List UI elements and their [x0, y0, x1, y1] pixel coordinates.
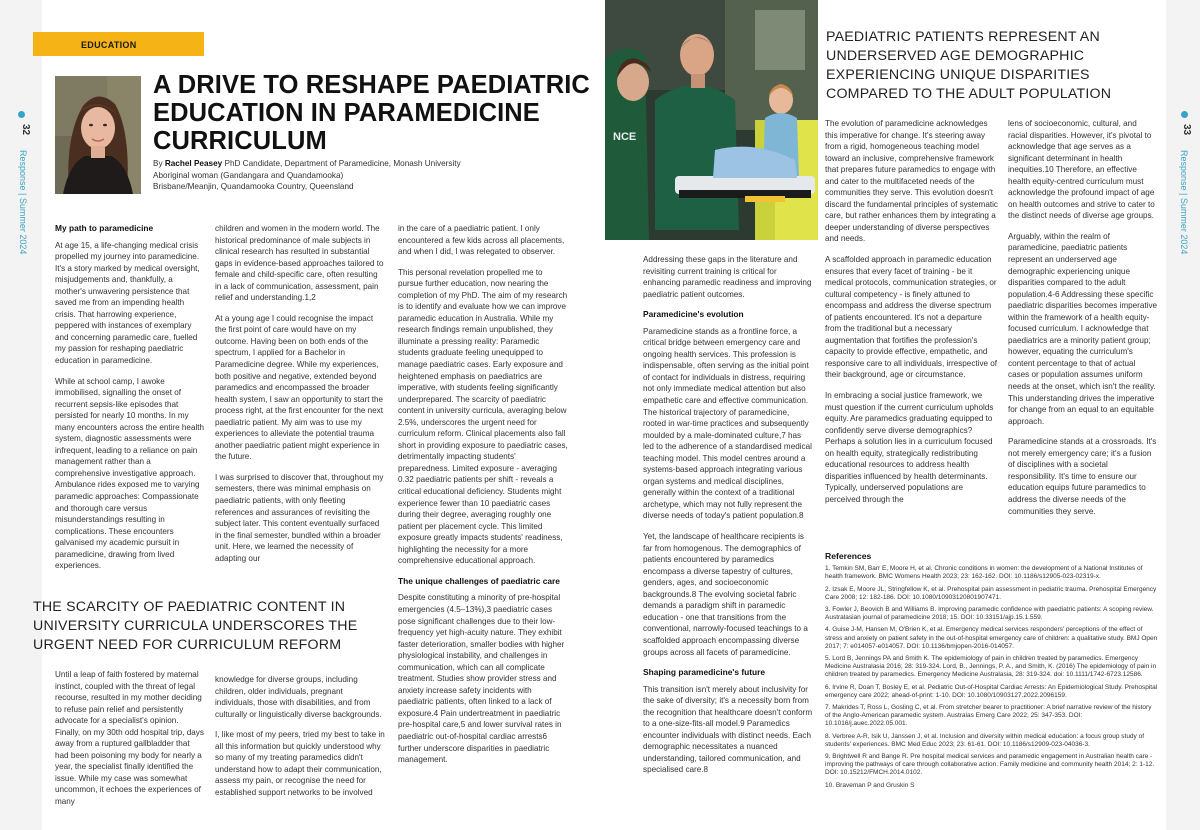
- reference-item: 1. Temkin SM, Barr E, Moore H, et al. Chronic conditions in women: the development of a National Institutes of health framework. BMC Womens Health 2023; 23: 162-162. DOI: 10.1186/s12905-023-02319-x.: [825, 565, 1143, 581]
- heading-my-path: My path to paramedicine: [55, 223, 154, 233]
- ambulance-photo: [605, 0, 818, 240]
- right-page-number: 33: [1181, 124, 1192, 136]
- page-marker-dot: [1181, 111, 1188, 118]
- paragraph: In embracing a social justice framework, we must question if the current curriculum upholds equity. Are paramedics graduating equipped to confidently serve diverse demographics? Perhaps a solution lies in a curriculum focused on health equity, strategically redistributing educational resources to address health disparities influenced by health determinants. Typically, underserved populations are perceived through the: [825, 391, 994, 504]
- section-badge: EDUCATION: [33, 32, 204, 56]
- paragraph: At a young age I could recognise the impact the first point of care would have on my outcome. Having been on both ends of the spectrum, I applied for a Bachelor in Paramedicine degree. While my experiences, both positive and negative, extended beyond paramedics and encompassed the broader health system, I saw an opportunity to start the process right, at the first encounter for the next paediatric patient. My aim was to use my experiences to alleviate the potential trauma another paediatric patient might experience in the future.: [215, 313, 384, 462]
- right-column-1: [643, 254, 813, 785]
- reference-item: 2. Izsak E, Moore JL, Stringfellow K, et al. Prehospital pain assessment in pediatric trauma. Prehospital Emergency Care 2008; 12: 182-186. DOI: 10.1080/10903120801907471.: [825, 585, 1157, 601]
- reference-item: 4. Guise J-M, Hansen M, O'Brien K, et al. Emergency medical services responders' perceptions of the effect of stress and anxiety on patient safety in the out-of-hospital emergency care of children: a qualitative study. BMJ Open 2017; 7: e014057-e014057. DOI: 10.1136/bmjopen-2016-014057.: [825, 626, 1158, 650]
- heading-evolution: Paramedicine's evolution: [643, 309, 744, 320]
- right-running-head: Response | Summer 2024: [1179, 150, 1189, 255]
- reference-item: 6. Irvine R, Doan T, Bosley E, et al. Pediatric Out-of-Hospital Cardiac Arrests: An Epidemiological Study. Prehospital emergency care 2022; ahead-of-print: 1-10. DOI: 10.1080/10903127.2022.2096159.: [825, 683, 1158, 699]
- paragraph: in the care of a paediatric patient. I only encountered a few kids across all placements, and when I did, I was relegated to observer.: [398, 224, 565, 257]
- paragraph: A scaffolded approach in paramedic education ensures that every facet of training - be it medical protocols, communication strategies, or cultural competency - is finely attuned to encompass and address the diverse spectrum of patients encountered. It's not a departure from the traditional but a necessary augmentation that fortifies the profession's capacity to provide effective, empathetic, and responsive care to all individuals, irrespective of their background, age or circumstance.: [825, 255, 998, 380]
- reference-item: 5. Lord B, Jennings PA and Smith K. The epidemiology of pain in children treated by paramedics. Emergency Medicine Australasia 2016; 28: 319-324. Lord, B., Jennings, P. A., and Smith, K. (2016) The epidemiology of pain in children treated by paramedics. Emergency Medicine Australasia, 28: 319-324. doi: 10.1111/1742-6723.12586.: [825, 655, 1157, 679]
- paragraph: Paramedicine stands at a crossroads. It's not merely emergency care; it's a fusion of disciplines with a societal responsibility. It's time to ensure our education equips future paramedics to address the diverse needs of the communities they serve.: [1008, 437, 1157, 516]
- left-running-head: Response | Summer 2024: [18, 150, 28, 255]
- paragraph: I, like most of my peers, tried my best to take in all this information but quickly understood why so many of my treating paramedics didn't understand how to adapt their communication, assess my pain, or recognise the need for established support networks to be involved: [215, 730, 385, 797]
- paragraph: Paramedicine stands as a frontline force, a critical bridge between emergency care and ongoing health services. This profession is indispensable, often serving as the initial point of contact for individuals in distress, requiring not only immediate medical attention but also empathetic care and effective communication. The historical trajectory of paramedicine, rooted in war-time practices and subsequently moulded by a male-dominated culture,7 has led to the adherence of a standardised medical teaching model. This model centres around a systems-based approach integrating various organ systems and medical disciplines, generally within the context of a traditional archetype, which may not fully represent the diverse needs of today's patient population.8: [643, 326, 812, 521]
- paragraph: This transition isn't merely about inclusivity for the sake of diversity; it's a necessity born from the recognition that healthcare doesn't conform to a one-size-fits-all model.9 Paramedics encounter individuals with distinct needs. Each demographic necessitates a nuanced understanding, tailored communication, and specialised care.8: [643, 684, 813, 775]
- author-identity: Aboriginal woman (Gandangara and Quandamooka): [153, 170, 344, 180]
- author-role: PhD Candidate, Department of Paramedicine, Monash University: [224, 159, 461, 168]
- page-marker-dot: [18, 111, 25, 118]
- reference-item: 7. Makrides T, Ross L, Gosling C, et al. From stretcher bearer to practitioner: A brief narrative review of the history of the Anglo-American paramedic system. Australas Emerg Care 2022; 25: 347-353. DOI: 10.1016/j.auec.2022.05.001.: [825, 704, 1152, 728]
- paragraph: While at school camp, I awoke immobilised, signalling the onset of recurrent sepsis-like episodes that persisted for nearly 10 months. In my many encounters across the entire health system, diagnostic assessments were infrequent, leading to a reliance on pain management rather than a comprehensive investigative approach. Ambulance rides exposed me to varying paramedic approaches: Compassionate and thorough care versus misunderstandings resulting in complications. These encounters galvanised my academic pursuit in paramedicine, drawing from lived experiences.: [55, 376, 205, 571]
- paragraph: I was surprised to discover that, throughout my semesters, there was minimal emphasis on paediatric patients, with only fleeting references and assurances of revisiting the subject later. This content eventually surfaced in the final semester, bundled within a broader unit. Here, we learned the necessity of adapting our: [215, 472, 384, 563]
- heading-shaping-future: Shaping paramedicine's future: [643, 667, 766, 678]
- article-title: A DRIVE TO RESHAPE PAEDIATRIC EDUCATION IN PARAMEDICINE CURRICULUM: [153, 71, 590, 155]
- author-location: Brisbane/Meanjin, Quandamooka Country, Queensland: [153, 182, 354, 191]
- paragraph: Yet, the landscape of healthcare recipients is far from homogenous. The demographics of patients encountered by paramedics encompass a diverse tapestry of cultures, genders, ages, and socioeconomic backgrounds.8 The evolving societal fabric demands a paradigm shift in paramedic education - one that transitions from the conventional, narrowly-focused teachings to a scaffolded approach encompassing diverse groups across all facets of paramedicine.: [643, 532, 808, 657]
- reference-item: 10. Braveman P and Gruskin S: [825, 781, 915, 789]
- paragraph: The evolution of paramedicine acknowledges this imperative for change. It's steering away from a rigid, homogeneous teaching model toward an inclusive, comprehensive framework that prepares future paramedics to engage with and cater to the multifaceted needs of the communities they serve. This evolution doesn't discard the fundamental principles of systematic care, but rather enhances them by integrating a deeper understanding of diverse perspectives and needs.: [825, 119, 998, 244]
- left-column-1: [55, 223, 205, 581]
- left-column-3: [398, 223, 568, 775]
- references-list: [825, 565, 1158, 790]
- paragraph: lens of socioeconomic, cultural, and racial disparities. However, it's pivotal to acknowledge that age serves as a significant determinant in health inequities.10 Therefore, an effective health equity-centred curriculum must acknowledge the profound impact of age on health outcomes and strive to cater to the distinct needs of diverse age groups.: [1008, 119, 1155, 221]
- byline: [153, 158, 573, 193]
- paragraph: This personal revelation propelled me to pursue further education, now nearing the completion of my PhD. The aim of my research is to identify and evaluate how we can improve paramedic education in Australia. While my research findings remain unpublished, they illuminate a pressing reality: Paramedic students graduate feeling unequipped to manage paediatric cases. Early exposure and heightened emphasis on paediatrics are imperative, with students feeling significantly underprepared. The scarcity of paediatric content in university curricula, averaging below 2.5%, underscores the urgent need for curriculum reform. Clinical placements also fall short in providing exposure to paediatric cases, detrimentally impacting students' preparedness. Limited exposure - averaging 0.32 paediatric patients per shift - reveals a critical educational deficiency. Students might experience fewer than 10 paediatric cases during their degree, averaging roughly one patient per placement cycle. This limited exposure greatly impacts students' readiness, highlighting the necessity for a more comprehensive educational approach.: [398, 267, 568, 566]
- references: [825, 552, 1158, 794]
- right-column-3: [1008, 118, 1158, 526]
- pull-quote: THE SCARCITY OF PAEDIATRIC CONTENT IN UNIVERSITY CURRICULA UNDERSCORES THE URGENT NEED FOR CURRICULUM REFORM: [33, 599, 358, 653]
- paragraph: Addressing these gaps in the literature and revisiting current training is critical for enhancing paramedic readiness and improving paediatric patient outcomes.: [643, 255, 812, 299]
- paragraph: At age 15, a life-changing medical crisis propelled my journey into paramedicine. It's a story marked by medical oversight, misjudgements and, thankfully, a mother's unwavering persistence that saved me from an impending health crisis. That harrowing experience, peppered with instances of exemplary and concerning paramedic care, fuelled my passion for reshaping paediatric education in paramedicine.: [55, 240, 200, 366]
- svg-text:NCE: NCE: [613, 131, 637, 143]
- left-bottom-column-1: [55, 669, 205, 817]
- reference-item: 9. Brightwell R and Bange R. Pre hospital medical services and paramedic engagement in Australian health care - improving the pathways of care through collaborative action. Family medicine and community health 2014; 2: 1-12. DOI: 10.15212/FMCH.2014.0102.: [825, 753, 1155, 777]
- left-bottom-column-2: [215, 674, 385, 807]
- paragraph: Arguably, within the realm of paramedicine, paediatric patients represent an underserved age demographic experiencing unique disparities compared to the adult population.4-6 Addressing these specific paediatric disparities becomes imperative within the framework of a health equity-focused curriculum. I acknowledge that paediatrics are a minority patient group; however, equating the curriculum's content percentage to that of actual cases or population assumes uniform needs at the onset, which isn't the reality. This understanding drives the imperative for change from an equal to an equitable approach.: [1008, 231, 1158, 426]
- heading-unique-challenges: The unique challenges of paediatric care: [398, 575, 560, 586]
- left-column-2: [215, 223, 385, 573]
- author-photo: [55, 76, 141, 194]
- paragraph: Until a leap of faith fostered by maternal instinct, coupled with the threat of legal recourse, resulted in my mother deciding to refuse pain relief and persistently advocate for a specialist's opinion. Finally, on my 30th odd hospital trip, days away from a ruptured gallbladder that had been poisoning my body for nearly a year, the specialist finally identified the issue. While my case was somewhat uncommon, it echoes the experiences of many: [55, 670, 204, 807]
- left-page-number: 32: [20, 124, 31, 136]
- reference-item: 3. Fowler J, Beovich B and Williams B. Improving paramedic confidence with paediatric patients: A scoping review. Australasian journal of paramedicine 2018; 15. DOI: 10.33151/ajp.15.1.559.: [825, 606, 1154, 622]
- right-column-2: [825, 118, 998, 515]
- author-name: Rachel Peasey: [164, 159, 223, 168]
- paragraph: children and women in the modern world. The historical predominance of male subjects in clinical research has resulted in substantial gaps in evidence-based approaches tailored to female and child-specific care, often resulting in a lack of communication, assessment, pain relief and understanding.1,2: [215, 224, 384, 303]
- references-heading: References: [825, 551, 872, 561]
- right-headline: PAEDIATRIC PATIENTS REPRESENT AN UNDERSERVED AGE DEMOGRAPHIC EXPERIENCING UNIQUE DISPARITIES COMPARED TO THE ADULT POPULATION: [826, 29, 1112, 102]
- paragraph: knowledge for diverse groups, including children, older individuals, pregnant individuals, those with disabilities, and from culturally or linguistically diverse backgrounds.: [215, 675, 382, 719]
- reference-item: 8. Verbree A-R, Isik U, Janssen J, et al. Inclusion and diversity within medical education: a focus group study of students' experiences. BMC Med Educ 2023; 23: 61-61. DOI: 10.1186/s12909-023-04036-3.: [825, 732, 1145, 748]
- byline-by: By: [153, 159, 163, 168]
- paragraph: Despite constituting a minority of pre-hospital emergencies (4.5–13%),3 paediatric cases pose significant challenges due to their low-frequency yet high-acuity nature. They exhibit faster deterioration, smaller bodies with higher physiological instability, and challenges in communication, which can all complicate treatment. Studies show provider stress and anxiety increase safety incidents with paediatric patients, often linked to a lack of exposure.4 Pain undertreatment in paediatric pre-hospital care,5 and lower survival rates in paediatric out-of-hospital cardiac arrests6 further underscore disparities in paediatric management.: [398, 593, 565, 765]
